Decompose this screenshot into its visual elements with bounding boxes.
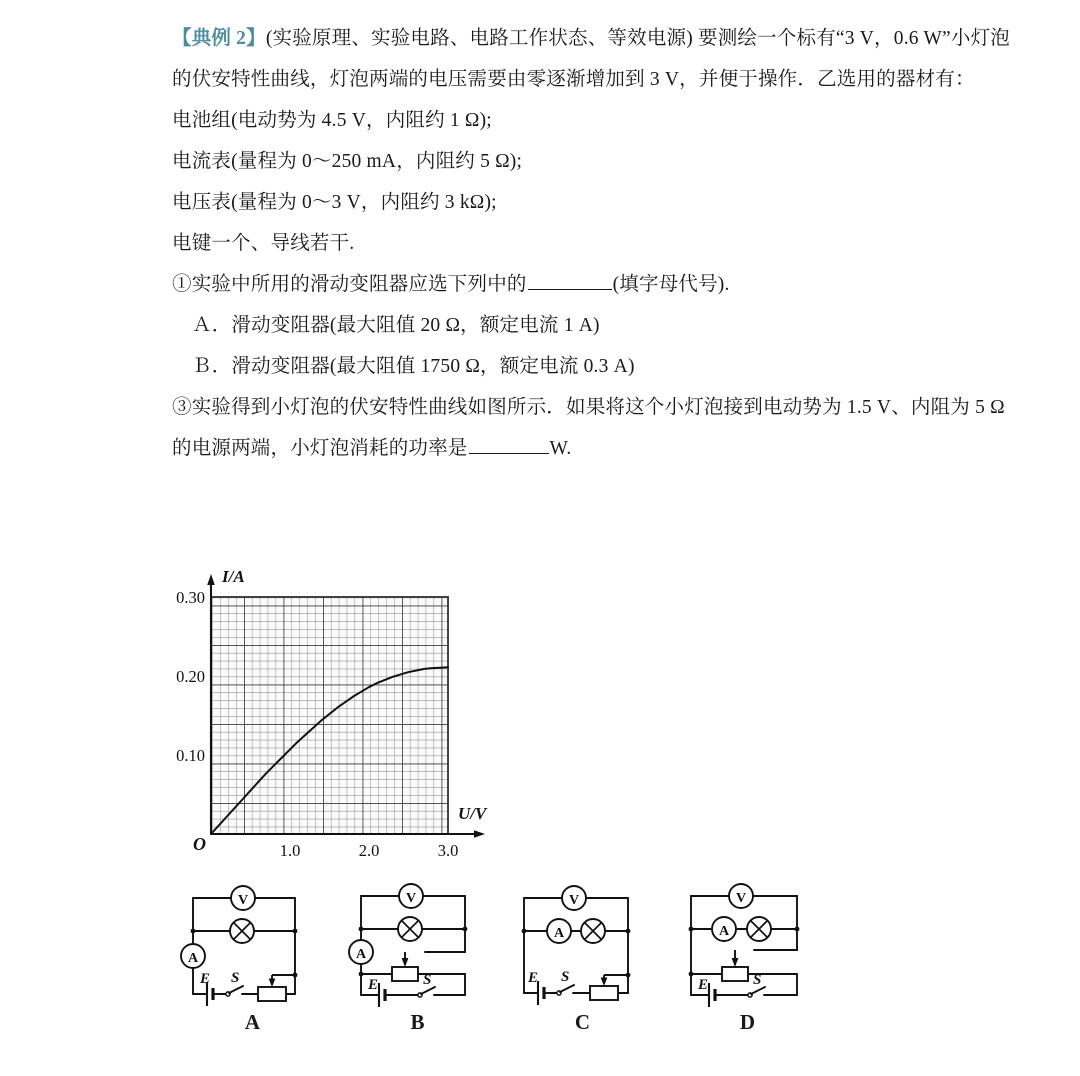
answer-blank-1[interactable] bbox=[528, 270, 612, 290]
ammeter-a bbox=[181, 944, 205, 968]
rheostat-d bbox=[722, 950, 748, 981]
choice-b[interactable]: Ｂ．滑动变阻器(最大阻值 1750 Ω，额定电流 0.3 A) bbox=[192, 356, 635, 377]
circuit-b-svg bbox=[335, 882, 500, 1012]
voltmeter-d bbox=[729, 884, 753, 908]
circuit-options bbox=[168, 882, 848, 1062]
y-axis-label: I/A bbox=[222, 567, 245, 586]
ammeter-label: A bbox=[355, 947, 367, 962]
chart-grid bbox=[211, 597, 448, 834]
rheostat-c bbox=[590, 975, 628, 1000]
switch-label-d: S bbox=[753, 972, 762, 988]
rheostat-b bbox=[392, 952, 418, 981]
lamp-d bbox=[747, 917, 771, 941]
y-tick-030: 0.30 bbox=[176, 588, 205, 607]
question-1-suffix: (填字母代号). bbox=[612, 274, 730, 295]
equipment-item-0: 电池组(电动势为 4.5 V，内阻约 1 Ω); bbox=[172, 110, 492, 131]
voltmeter-label: V bbox=[405, 891, 417, 906]
circuit-c-svg bbox=[500, 882, 665, 1012]
circuit-label-a: A bbox=[244, 1010, 261, 1034]
lamp-c bbox=[581, 919, 605, 943]
x-tick-10: 1.0 bbox=[279, 841, 301, 860]
circuit-option-d[interactable] bbox=[665, 882, 830, 1062]
ammeter-label: A bbox=[187, 951, 199, 966]
battery-label-c: E bbox=[528, 970, 539, 986]
battery-label-a: E bbox=[200, 971, 211, 987]
switch-c bbox=[557, 985, 574, 995]
iv-characteristic-chart bbox=[165, 566, 505, 881]
equipment-item-3: 电键一个、导线若干. bbox=[172, 233, 355, 254]
switch-label-c: S bbox=[561, 969, 570, 985]
answer-blank-2[interactable] bbox=[469, 434, 549, 454]
x-tick-20: 2.0 bbox=[358, 841, 380, 860]
origin-label: O bbox=[193, 834, 206, 854]
voltmeter-label: V bbox=[568, 893, 580, 908]
switch-label-a: S bbox=[231, 970, 240, 986]
battery-label-d: E bbox=[698, 977, 709, 993]
junction-dot bbox=[463, 927, 468, 932]
voltmeter-label: V bbox=[237, 893, 249, 908]
voltmeter-label: V bbox=[735, 891, 747, 906]
circuit-label-d: D bbox=[739, 1010, 756, 1034]
rheostat-a bbox=[258, 975, 295, 1001]
junction-dot bbox=[626, 973, 631, 978]
y-tick-020: 0.20 bbox=[176, 667, 205, 686]
junction-dot bbox=[795, 927, 800, 932]
circuit-a-svg bbox=[170, 882, 335, 1012]
junction-dot bbox=[522, 929, 527, 934]
voltmeter-a bbox=[231, 886, 255, 910]
junction-dot bbox=[293, 973, 298, 978]
ammeter-label: A bbox=[718, 924, 730, 939]
paragraph-intro-text: (实验原理、实验电路、电路工作状态、等效电源) 要测绘一个标有“3 V，0.6 W”小灯泡的伏安特性曲线，灯泡两端的电压需要由零逐渐增加到 3 V，并便于操作．乙选用的器材有： bbox=[172, 28, 1011, 90]
circuit-option-a[interactable] bbox=[170, 882, 335, 1062]
junction-dot bbox=[293, 929, 298, 934]
ammeter-c bbox=[547, 919, 571, 943]
voltmeter-c bbox=[562, 886, 586, 910]
circuit-label-b: B bbox=[410, 1010, 425, 1034]
ammeter-d bbox=[712, 917, 736, 941]
y-tick-010: 0.10 bbox=[176, 746, 205, 765]
battery-label-b: E bbox=[368, 977, 379, 993]
chart-svg bbox=[165, 566, 505, 881]
x-tick-30: 3.0 bbox=[437, 841, 459, 860]
paragraph-intro bbox=[172, 18, 1014, 100]
junction-dot bbox=[359, 927, 364, 932]
problem-text-block bbox=[172, 18, 1014, 469]
equipment-item-1: 电流表(量程为 0～250 mA，内阻约 5 Ω); bbox=[172, 151, 523, 172]
switch-d bbox=[748, 987, 765, 997]
lamp-a bbox=[230, 919, 254, 943]
circuit-option-c[interactable] bbox=[500, 882, 665, 1062]
junction-dot bbox=[626, 929, 631, 934]
voltmeter-b bbox=[399, 884, 423, 908]
switch-b bbox=[418, 987, 435, 997]
x-axis-label: U/V bbox=[458, 804, 487, 823]
question-3-prefix: ③实验得到小灯泡的伏安特性曲线如图所示．如果将这个小灯泡接到电动势为 1.5 V、内阻为 5 Ω的电源两端，小灯泡消耗的功率是 bbox=[172, 397, 1005, 459]
equipment-item-2: 电压表(量程为 0～3 V，内阻约 3 kΩ); bbox=[172, 192, 497, 213]
lamp-b bbox=[398, 917, 422, 941]
choice-a[interactable]: Ａ．滑动变阻器(最大阻值 20 Ω，额定电流 1 A) bbox=[192, 315, 600, 336]
example-tag: 【典例 2】 bbox=[172, 28, 266, 49]
circuit-d-svg bbox=[665, 882, 830, 1012]
junction-dot bbox=[689, 972, 694, 977]
question-3 bbox=[172, 387, 1014, 469]
battery-b bbox=[379, 983, 385, 1007]
switch-label-b: S bbox=[423, 972, 432, 988]
junction-dot bbox=[191, 929, 196, 934]
battery-c bbox=[538, 981, 549, 1005]
question-1 bbox=[172, 264, 1014, 305]
question-3-suffix: W. bbox=[549, 438, 572, 459]
junction-dot bbox=[689, 927, 694, 932]
switch-a bbox=[226, 986, 243, 996]
ammeter-b bbox=[349, 940, 373, 964]
ammeter-label: A bbox=[553, 926, 565, 941]
junction-dot bbox=[359, 972, 364, 977]
circuit-label-c: C bbox=[574, 1010, 591, 1034]
question-1-prefix: ①实验中所用的滑动变阻器应选下列中的 bbox=[172, 274, 527, 295]
circuit-option-b[interactable] bbox=[335, 882, 500, 1062]
battery-d bbox=[709, 983, 715, 1007]
